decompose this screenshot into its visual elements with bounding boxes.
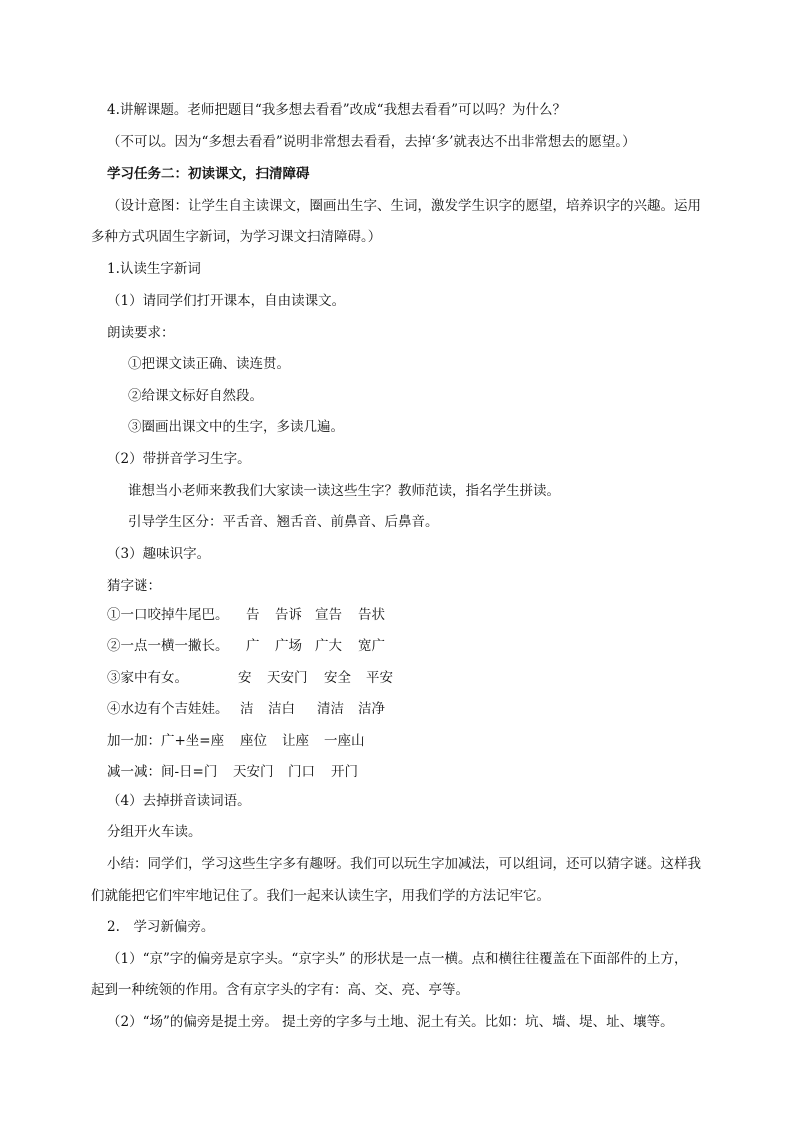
riddle-clue: ③家中有女。 [107,670,188,686]
design-intent-line-2: 多种方式巩固生字新词，为学习课文扫清障碍。） [91,229,382,245]
arithmetic-word: 一座山 [324,733,365,749]
riddle-word: 广大 [315,638,342,654]
riddle-answer: 安 [238,670,252,686]
section-heading-new-words: 1.认读生字新词 [107,261,201,277]
riddle-word: 平安 [366,670,393,686]
riddle-clue: ①一口咬掉牛尾巴。 [107,607,229,623]
section-heading-radicals: 2. 学习新偏旁。 [107,919,215,935]
riddle-word: 宣告 [315,607,342,623]
step-4-detail: 分组开火车读。 [107,824,202,840]
riddle-clue: ②一点一横一撇长。 [107,638,229,654]
arithmetic-word: 天安门 [233,764,274,780]
step-2-detail-1: 谁想当小老师来教我们大家读一读这些生字？教师范读，指名学生拼读。 [128,483,560,499]
arithmetic-word: 门口 [288,764,315,780]
requirement-3: ③圈画出课文中的生字，多读几遍。 [128,419,344,435]
summary-line-2: 们就能把它们牢牢地记住了。我们一起来认读生字，用我们学的方法记牢它。 [91,888,550,904]
paragraph-lecture-title: 4.讲解课题。老师把题目“我多想去看看”改成“我想去看看”可以吗？为什么？ [107,102,566,118]
paragraph-answer: （不可以。因为“多想去看看”说明非常想去看看，去掉‘多’就表达不出非常想去的愿望。） [107,134,636,150]
riddle-word: 洁净 [358,701,385,717]
radical-jing-line-1: （1）“京”字的偏旁是京字头。“京字头” 的形状是一点一横。点和横往往覆盖在下面部件的上方， [107,951,688,967]
arithmetic-clue: 减一减：间-日=门 [107,764,218,780]
summary-line-1: 小结：同学们，学习这些生字多有趣呀。我们可以玩生字加减法，可以组词，还可以猜字谜。这样我 [107,856,701,872]
riddle-answer: 洁 [240,701,254,717]
riddle-word: 天安门 [267,670,308,686]
riddle-word: 清洁 [317,701,344,717]
riddle-word: 告状 [358,607,385,623]
step-4: （4）去掉拼音读词语。 [107,793,251,809]
requirement-1: ①把课文读正确、读连贯。 [128,356,290,372]
radical-jing-line-2: 起到一种统领的作用。含有京字头的字有：高、交、亮、亭等。 [91,982,469,998]
arithmetic-word: 开门 [331,764,358,780]
radical-tu-line: （2）“场”的偏旁是提土旁。 提土旁的字多与土地、泥土有关。比如：坑、墙、堤、址、壤等。 [107,1014,674,1030]
task-heading: 学习任务二：初读课文，扫清障碍 [107,166,310,182]
riddle-clue: ④水边有个吉娃娃。 [107,701,229,717]
riddle-word: 宽广 [358,638,385,654]
arithmetic-word: 座位 [240,733,267,749]
riddle-word: 广场 [275,638,302,654]
step-2-detail-2: 引导学生区分：平舌音、翘舌音、前鼻音、后鼻音。 [128,514,439,530]
riddle-word: 告诉 [275,607,302,623]
arithmetic-word: 让座 [282,733,309,749]
riddle-word: 洁白 [268,701,295,717]
design-intent-line-1: （设计意图：让学生自主读课文，圈画出生字、生词，激发学生识字的愿望，培养识字的兴趣。运用 [107,198,701,214]
step-2: （2）带拼音学习生字。 [107,451,251,467]
arithmetic-clue: 加一加：广+坐=座 [107,733,225,749]
step-3: （3）趣味识字。 [107,546,211,562]
step-1: （1）请同学们打开课本，自由读课文。 [107,293,346,309]
requirement-2: ②给课文标好自然段。 [128,388,263,404]
riddle-answer: 告 [246,607,260,623]
riddle-answer: 广 [246,638,260,654]
riddle-word: 安全 [324,670,351,686]
riddle-label: 猜字谜： [107,578,161,594]
reading-requirements-label: 朗读要求： [107,325,175,341]
